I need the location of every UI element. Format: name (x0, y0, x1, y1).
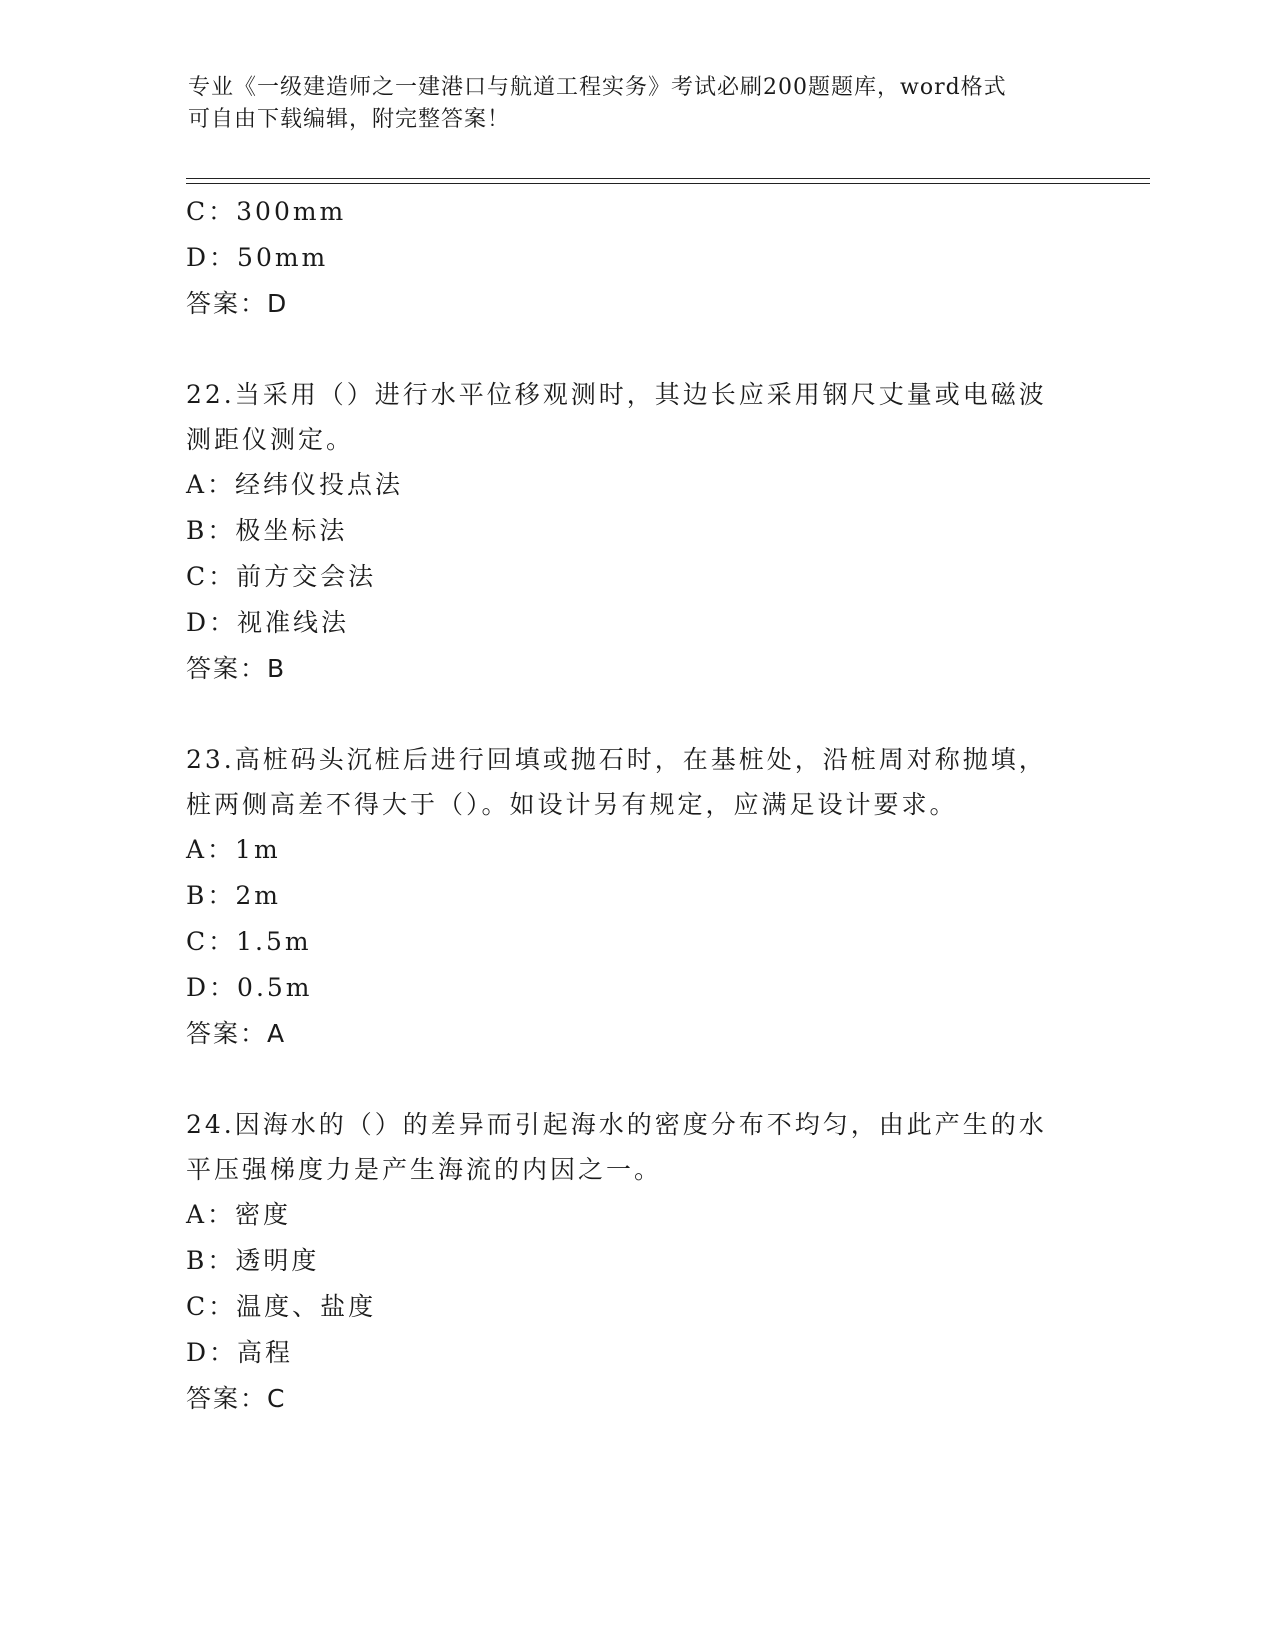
question-23 (186, 737, 1086, 1057)
header-line-2: 可自由下载编辑，附完整答案！ (188, 107, 511, 132)
answer-line: 答案：B (186, 654, 287, 683)
question-24 (186, 1102, 1086, 1422)
answer-line: 答案：C (186, 1384, 287, 1413)
option-c: C：前方交会法 (186, 562, 377, 591)
option-c: C：温度、盐度 (186, 1292, 377, 1321)
option-a: A：密度 (186, 1200, 292, 1229)
previous-question-tail (186, 189, 1086, 327)
answer-line: 答案：A (186, 1019, 287, 1048)
option-d: D：视准线法 (186, 608, 350, 637)
document-header (188, 72, 1068, 136)
header-rule-bottom (186, 183, 1150, 184)
option-b: B：透明度 (186, 1246, 320, 1275)
option-c: C：300mm (186, 197, 347, 226)
option-d: D：50mm (186, 243, 329, 272)
option-b: B：2m (186, 881, 281, 910)
option-d: D：高程 (186, 1338, 294, 1367)
option-c: C：1.5m (186, 927, 312, 956)
header-rule-top (186, 178, 1150, 179)
document-body (186, 189, 1086, 1422)
header-line-1: 专业《一级建造师之一建港口与航道工程实务》考试必刷200题题库，word格式 (188, 75, 1007, 100)
option-d: D：0.5m (186, 973, 313, 1002)
question-text-line: 23.高桩码头沉桩后进行回填或抛石时，在基桩处，沿桩周对称抛填， (186, 745, 1047, 774)
question-22 (186, 372, 1086, 692)
answer-line: 答案：D (186, 289, 289, 318)
option-a: A：1m (186, 835, 281, 864)
question-text-line: 24.因海水的（）的差异而引起海水的密度分布不均匀，由此产生的水 (186, 1110, 1047, 1139)
question-text-line: 平压强梯度力是产生海流的内因之一。 (186, 1155, 663, 1184)
option-a: A：经纬仪投点法 (186, 470, 404, 499)
question-text-line: 22.当采用（）进行水平位移观测时，其边长应采用钢尺丈量或电磁波 (186, 380, 1047, 409)
option-b: B：极坐标法 (186, 516, 348, 545)
question-text-line: 测距仪测定。 (186, 425, 355, 454)
question-text-line: 桩两侧高差不得大于（）。如设计另有规定，应满足设计要求。 (186, 790, 958, 819)
